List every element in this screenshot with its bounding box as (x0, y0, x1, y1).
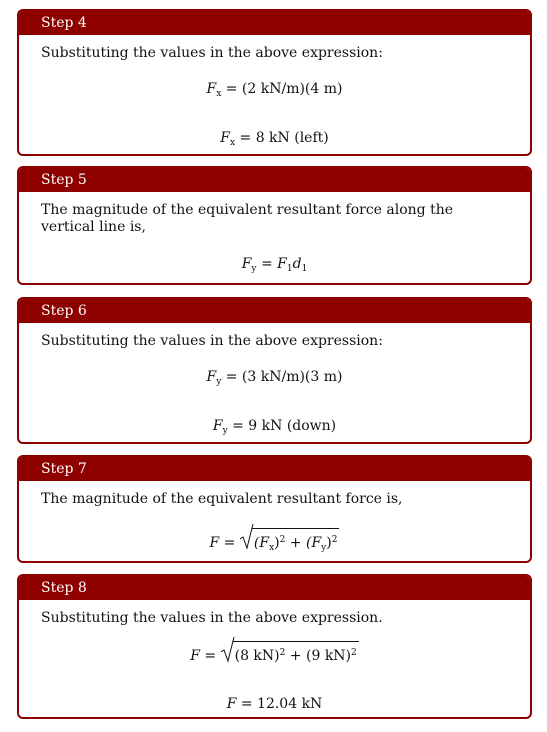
step-4-body (19, 35, 530, 152)
step-4-equation-1: $F_x = (2$ kN/m)(4 m) (206, 81, 343, 99)
step-6-text: Substituting the values in the above expression: (41, 333, 383, 349)
step-6-equation-1: $F_y = (3$ kN/m)(3 m) (206, 369, 343, 387)
step-8-equation-1: F = (8 kN)$^2$ + (9 kN)$^2$ (41, 643, 508, 665)
step-8-card (17, 574, 532, 719)
radical-sign-icon (240, 524, 254, 550)
step-4-title: Step 4 (19, 11, 530, 35)
step-8-body (19, 600, 530, 713)
square-root: $(F_x)^2 + (F_y)^2$ (240, 530, 340, 557)
step-4-equation-2: $F_x = 8$ kN (left) (220, 130, 329, 148)
step-7-equation-1: F = $(F_x)^2 + (F_y)^2$ (41, 530, 508, 557)
step-7-card (17, 455, 532, 563)
step-5-title: Step 5 (19, 168, 530, 192)
radical-sign-icon (221, 637, 235, 663)
step-5-body (19, 192, 530, 278)
step-5-card (17, 166, 532, 285)
step-4-text: Substituting the values in the above expression: (41, 45, 383, 61)
step-8-text: Substituting the values in the above expression. (41, 610, 383, 626)
square-root: (8 kN)$^2$ + (9 kN)$^2$ (221, 643, 359, 665)
step-5-text: The magnitude of the equivalent resultant force along the vertical line is, (41, 202, 454, 235)
step-6-equation-2: $F_y = 9$ kN (down) (212, 418, 337, 436)
step-8-title: Step 8 (19, 576, 530, 600)
step-6-card (17, 297, 532, 444)
step-5-equation-1: $F_y = F_1d_1$ (241, 256, 308, 274)
step-7-title: Step 7 (19, 457, 530, 481)
step-6-body (19, 323, 530, 440)
step-6-title: Step 6 (19, 299, 530, 323)
step-7-text: The magnitude of the equivalent resultant force is, (41, 491, 403, 507)
step-8-equation-2: F = 12.04 kN (226, 696, 323, 712)
step-7-body (19, 481, 530, 557)
step-4-card (17, 9, 532, 156)
